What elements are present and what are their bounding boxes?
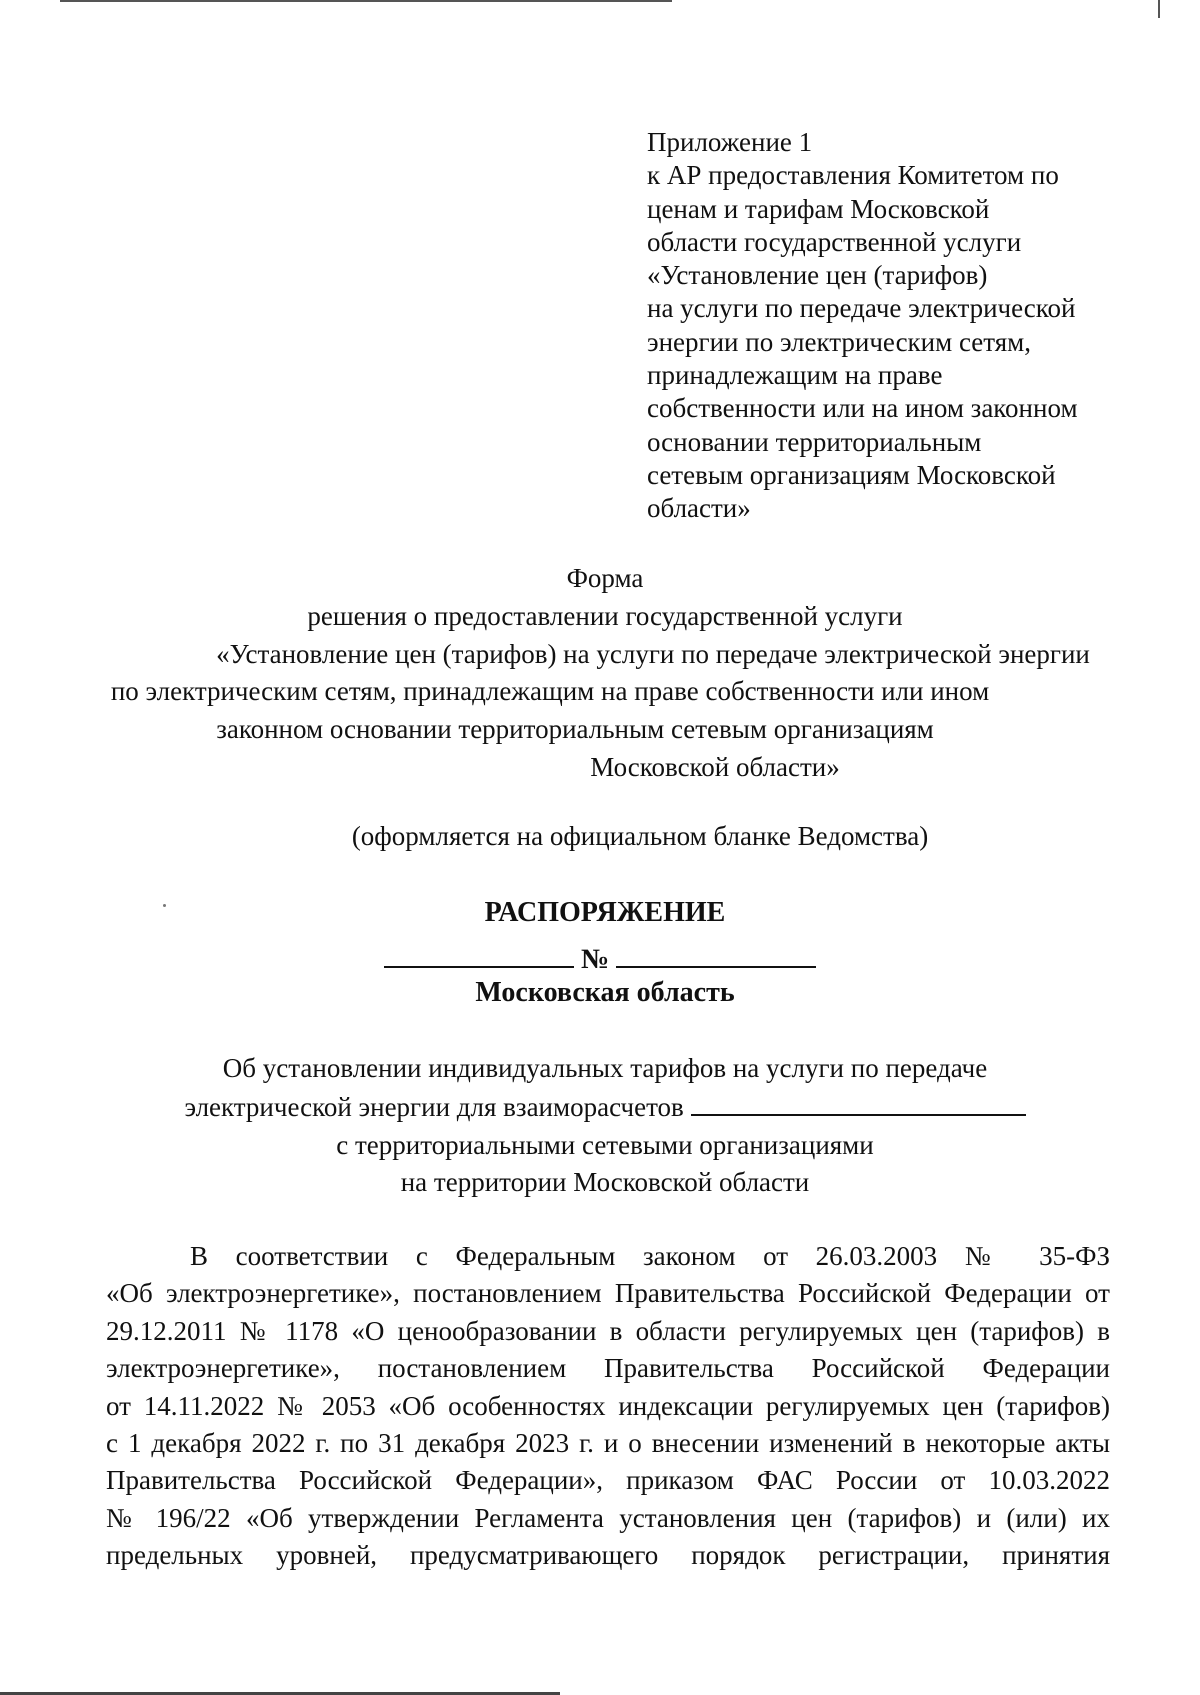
- body-line: «Об электроэнергетике», постановлением Правительства Российской Федерации от: [106, 1278, 1110, 1309]
- appendix-line: на услуги по передаче электрической: [647, 293, 1076, 324]
- form-title-line: по электрическим сетям, принадлежащим на праве собственности или ином: [110, 676, 990, 707]
- appendix-line: сетевым организациям Московской: [647, 459, 1056, 490]
- scan-edge-right: [1158, 0, 1160, 18]
- body-line: Правительства Российской Федерации», приказом ФАС России от 10.03.2022: [106, 1465, 1110, 1496]
- organization-blank: [691, 1088, 1026, 1116]
- subject-line-text: электрической энергии для взаиморасчетов: [184, 1091, 684, 1122]
- appendix-line: к АР предоставления Комитетом по: [647, 160, 1059, 191]
- appendix-line: ценам и тарифам Московской: [647, 193, 990, 224]
- form-title: [100, 560, 1110, 787]
- blank-note-text: (оформляется на официальном бланке Ведомства): [351, 821, 929, 851]
- body-line: предельных уровней, предусматривающего порядок регистрации, принятия: [106, 1540, 1110, 1571]
- form-title-line: «Установление цен (тарифов) на услуги по передаче электрической энергии: [216, 638, 1090, 669]
- form-title-line: законном основании территориальным сетевым организациям: [216, 714, 934, 745]
- body-paragraph: [106, 1238, 1110, 1575]
- subject-line: Об установлении индивидуальных тарифов на услуги по передаче: [222, 1053, 988, 1083]
- subject-line: [100, 1088, 1110, 1127]
- body-line: от 14.11.2022 № 2053 «Об особенностях индексации регулируемых цен (тарифов): [106, 1390, 1110, 1421]
- appendix-line: Приложение 1: [647, 127, 813, 157]
- scan-edge-top: [60, 0, 672, 2]
- order-date-blank: [384, 940, 574, 968]
- body-line: 29.12.2011 № 1178 «О ценообразовании в области регулируемых цен (тарифов) в: [106, 1315, 1110, 1346]
- order-number-line: [384, 940, 816, 974]
- form-title-line: Московской области»: [590, 751, 840, 782]
- appendix-header: [647, 126, 1127, 526]
- body-line: электроэнергетике», постановлением Правительства Российской Федерации: [106, 1353, 1110, 1384]
- appendix-line: области»: [647, 493, 751, 524]
- appendix-line: принадлежащим на праве: [647, 360, 943, 391]
- appendix-line: собственности или на ином законном: [647, 393, 1078, 424]
- appendix-line: энергии по электрическим сетям,: [647, 326, 1031, 357]
- body-line: с 1 декабря 2022 г. по 31 декабря 2023 г. и о внесении изменений в некоторые акты: [106, 1428, 1110, 1459]
- appendix-line: основании территориальным: [647, 426, 982, 457]
- order-number-sign: №: [581, 944, 610, 975]
- order-subject: [100, 1050, 1110, 1202]
- order-title: РАСПОРЯЖЕНИЕ: [484, 897, 726, 928]
- appendix-line: области государственной услуги: [647, 226, 1022, 257]
- appendix-line: «Установление цен (тарифов): [647, 260, 988, 291]
- form-title-line: Форма: [566, 563, 644, 593]
- subject-line: на территории Московской области: [400, 1167, 810, 1198]
- order-region: Московская область: [475, 977, 735, 1008]
- body-line: В соответствии с Федеральным законом от 26.03.2003 № 35-ФЗ: [190, 1241, 1110, 1271]
- body-line: № 196/22 «Об утверждении Регламента установления цен (тарифов) и (или) их: [106, 1502, 1110, 1533]
- blank-note: [100, 820, 1110, 853]
- form-title-line: решения о предоставлении государственной услуги: [307, 600, 903, 631]
- order-number-blank: [616, 940, 816, 968]
- subject-line: с территориальными сетевыми организациями: [336, 1129, 874, 1160]
